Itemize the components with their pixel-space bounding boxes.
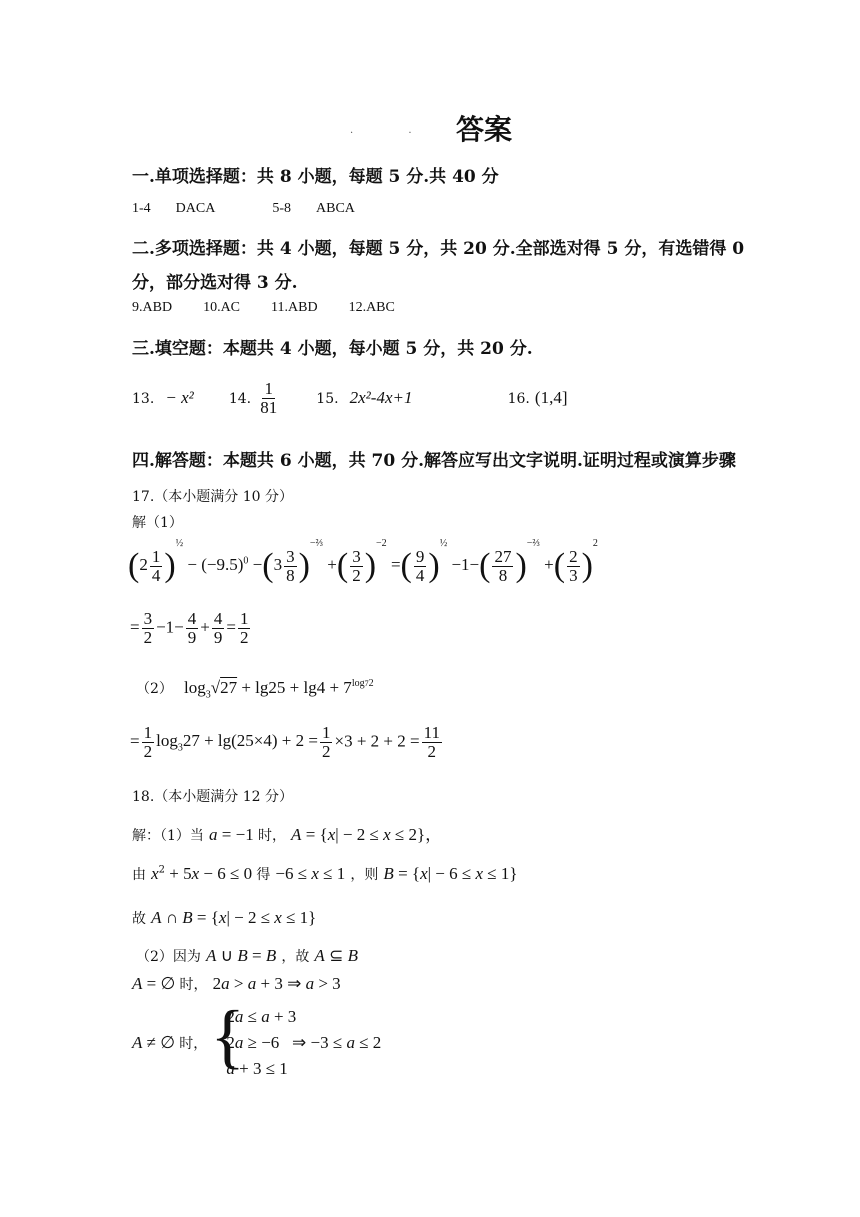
q18-line4-mid: ，故 [281, 949, 310, 965]
q18-line3-prefix: 故 [132, 911, 146, 927]
mc-answer-2: ABCA [316, 201, 355, 216]
q16-label: 16. [507, 390, 530, 407]
section-2-heading-line1: 二.多项选择题：共 4 小题，每题 5 分，共 20 分.全部选对得 5 分，有选错得 0 [132, 239, 745, 259]
section-1-heading: 一.单项选择题：共 8 小题，每题 5 分.共 40 分 [132, 167, 499, 187]
header-dots: . . . [350, 125, 496, 136]
q18-line6-mid: 时， [179, 1036, 208, 1052]
q17-equation-3: = $\frac{1}{2}$ $\log_327 + \lg(25\times 4) + 2$ = $\frac{1}{2}$ ×3 + 2 + 2 = $\frac{11}{2}$ [130, 723, 440, 761]
q18-line2-mid2: ，则 [350, 867, 379, 883]
q18-line4-prefix: （2）因为 [136, 949, 201, 965]
q18-line1-prefix: 解：（1）当 [132, 828, 204, 844]
q17-part1-label: 解（1） [132, 515, 183, 531]
q18-header: 18.（本小题满分 12 分） [132, 789, 293, 805]
multi-answer-11: 11.ABD [271, 300, 318, 315]
q18-line5-mid: 时， [179, 977, 208, 993]
q18-line2-mid: 得 [256, 867, 271, 883]
page-title: 答案 [456, 113, 513, 146]
mc-range-2: 5-8 [272, 201, 292, 216]
q18-system: { 2a ≤ a + 3 2a ≥ −6 ⇒ −3 ≤ a ≤ 2 a + 3 ≤ 1 [212, 1004, 381, 1082]
q15-label: 15. [316, 390, 339, 407]
q14-label: 14. [228, 390, 252, 407]
section-3-heading: 三.填空题：本题共 4 小题，每小题 5 分，共 20 分. [132, 339, 533, 359]
q14-denominator: 81 [260, 397, 278, 417]
q17-header: 17.（本小题满分 10 分） [132, 489, 293, 505]
q14-numerator: 1 [264, 379, 273, 398]
q17-equation-2: = $\frac{3}{2}$ −1− $\frac{4}{9}$ + $\frac{4}{9}$ = $\frac{1}{2}$ [130, 609, 249, 647]
q18-line-5: A = ∅ 时， 2a > a + 3 ⇒ a > 3 [132, 974, 341, 993]
q14-answer [258, 380, 279, 417]
multi-answer-9: 9.ABD [132, 300, 173, 315]
q18-line-4: （2）因为 A ∪ B = B ，故 A ⊆ B [136, 946, 358, 965]
multi-answers [132, 300, 395, 316]
multi-answer-10: 10.AC [203, 300, 241, 315]
section-2-heading-line2: 分，部分选对得 3 分. [132, 273, 298, 293]
q17-part2: （2） $\log_3√27 + \lg 25 + \lg 4 + 7^{log72}$ [136, 678, 374, 701]
q16-answer: (1,4] [534, 387, 568, 407]
mc-answers [132, 201, 355, 217]
q17-equation-1: (2 $\frac{1}{4}$ )$^{\frac{1}{2}} - (-9.5)^0 -(3$ $\frac{3}{8}$ )$^{-\frac{2}{3}}$ +( $\frac{3}{2}$ )$^{-2}$ =( $\frac{9}{4}$ )$^{\frac{1}{2}}$ −1−( $\frac{27}{8}$ )$^{-\frac{2}{3}}$ +( $\frac{2}{3}$ )$^2$ [128, 538, 598, 585]
q15-answer: 2x²-4x+1 [349, 387, 413, 407]
multi-answer-12: 12.ABC [348, 300, 395, 315]
section-4-heading: 四.解答题：本题共 6 小题，共 70 分.解答应写出文字说明.证明过程或演算步骤 [132, 451, 736, 471]
q18-line-2: 由 $x^2 + 5x - 6 \le 0$ 得 −6 ≤ x ≤ 1 ，则 B = {x| − 6 ≤ x ≤ 1} [132, 864, 518, 883]
fill-answers [132, 380, 568, 417]
q18-line-6: A ≠ ∅ 时， { 2a ≤ a + 3 2a ≥ −6 ⇒ −3 ≤ a ≤ 2 a + 3 ≤ 1 [132, 1004, 381, 1082]
mc-range-1: 1-4 [132, 201, 151, 216]
q17-part2-label: （2） [136, 681, 173, 697]
q13-answer: − x² [165, 387, 194, 407]
q18-line1-mid: 时， [257, 828, 286, 844]
mc-answer-1: DACA [175, 201, 216, 216]
q18-line-3: 故 A ∩ B = {x| − 2 ≤ x ≤ 1} [132, 908, 317, 927]
q18-line2-prefix: 由 [132, 867, 146, 883]
q13-label: 13. [132, 390, 155, 407]
q18-line-1: 解：（1）当 a = −1 时， A = {x| − 2 ≤ x ≤ 2}， [132, 825, 443, 844]
